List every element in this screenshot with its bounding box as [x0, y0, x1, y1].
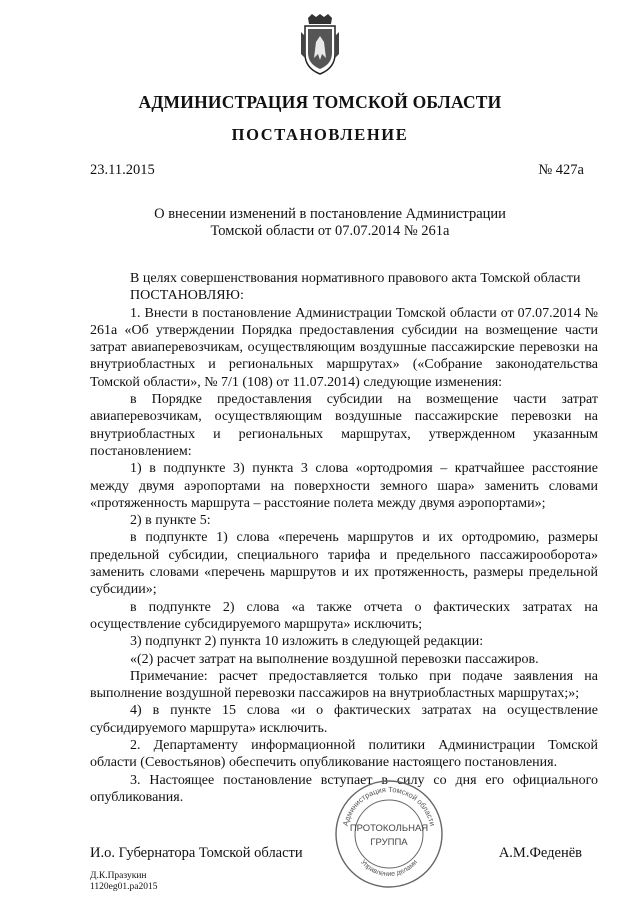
body-paragraph: в Порядке предоставления субсидии на возмещение части затрат авиаперевозчикам, осуществляющим воздушные пассажирские перевозки на внутриобластных и региональных маршрутах, утвержденном указанным постановлением:	[90, 392, 598, 459]
body-paragraph: 3) подпункт 2) пункта 10 изложить в следующей редакции:	[130, 634, 484, 650]
coat-of-arms-emblem	[300, 14, 340, 76]
body-paragraph: ПОСТАНОВЛЯЮ:	[130, 288, 244, 304]
official-stamp	[333, 778, 445, 890]
body-paragraph: 4) в пункте 15 слова «и о фактических затратах на осуществление субсидируемого маршрута» исключить.	[90, 703, 598, 736]
body-paragraph: 2) в пункте 5:	[130, 513, 211, 529]
signatory-name: А.М.Феденёв	[498, 845, 582, 861]
body-paragraph: 3. Настоящее постановление вступает в силу со дня его официального опубликования.	[90, 772, 598, 805]
signatory-position: И.о. Губернатора Томской области	[90, 845, 303, 861]
body-paragraph: 1. Внести в постановление Администрации Томской области от 07.07.2014 № 261а «Об утверждении Порядка предоставления субсидии на возмещение части затрат авиаперевозчикам, осуществляющим воздушные пассажирские перевозки на внутриобластных и региональных маршрутах» («Собрание законодательства Томской области», № 7/1 (108) от 11.07.2014) следующие изменения:	[90, 305, 598, 390]
body-paragraph: В целях совершенствования нормативного правового акта Томской области	[130, 271, 581, 286]
stamp-bottom-text: Управление делами	[359, 858, 419, 879]
svg-text:Администрация Томской области	[341, 785, 437, 827]
body-paragraph: в подпункте 2) слова «а также отчета о фактических затратах на осуществление субсидируемого маршрута» исключить;	[90, 599, 598, 632]
body-paragraph: 2. Департаменту информационной политики Администрации Томской области (Севостьянов) обеспечить опубликование настоящего постановления.	[90, 738, 598, 771]
executor-name: Д.К.Празукин	[90, 871, 147, 881]
stamp-center-line2: ГРУППА	[370, 837, 408, 848]
subject-line: Томской области от 07.07.2014 № 261а	[210, 223, 450, 239]
body-paragraph: 1) в подпункте 3) пункта 3 слова «ортодромия – кратчайшее расстояние между двумя аэропортами на поверхности земного шара» заменить словами «протяженность маршрута – расстояние полета между двумя аэропортами»;	[90, 461, 598, 511]
executor-file: 1120eg01.ра2015	[90, 882, 158, 892]
executor-info	[90, 871, 157, 893]
document-date: 23.11.2015	[90, 162, 155, 178]
document-number: № 427а	[538, 162, 584, 178]
document-subject	[120, 206, 540, 240]
stamp-ring-text: Администрация Томской области	[340, 784, 438, 827]
body-paragraph: «(2) расчет затрат на выполнение воздушной перевозки пассажиров.	[130, 651, 539, 667]
organization-title: АДМИНИСТРАЦИЯ ТОМСКОЙ ОБЛАСТИ	[138, 92, 502, 112]
document-type: ПОСТАНОВЛЕНИЕ	[231, 125, 409, 144]
stamp-center-line1: ПРОТОКОЛЬНАЯ	[349, 823, 429, 834]
body-paragraph: Примечание: расчет предоставляется только при подаче заявления на выполнение воздушной перевозки пассажиров на внутриобластных маршрутах;»;	[90, 668, 598, 702]
subject-line: О внесении изменений в постановление Администрации	[154, 206, 506, 222]
document-body	[90, 270, 598, 806]
body-paragraph: в подпункте 1) слова «перечень маршрутов и их ортодромию, размеры предельной субсидии, специального тарифа и предельного пассажирооборота» заменить словами «перечень маршрутов и их протяженность, размеры предельной субсидии»;	[90, 530, 598, 598]
